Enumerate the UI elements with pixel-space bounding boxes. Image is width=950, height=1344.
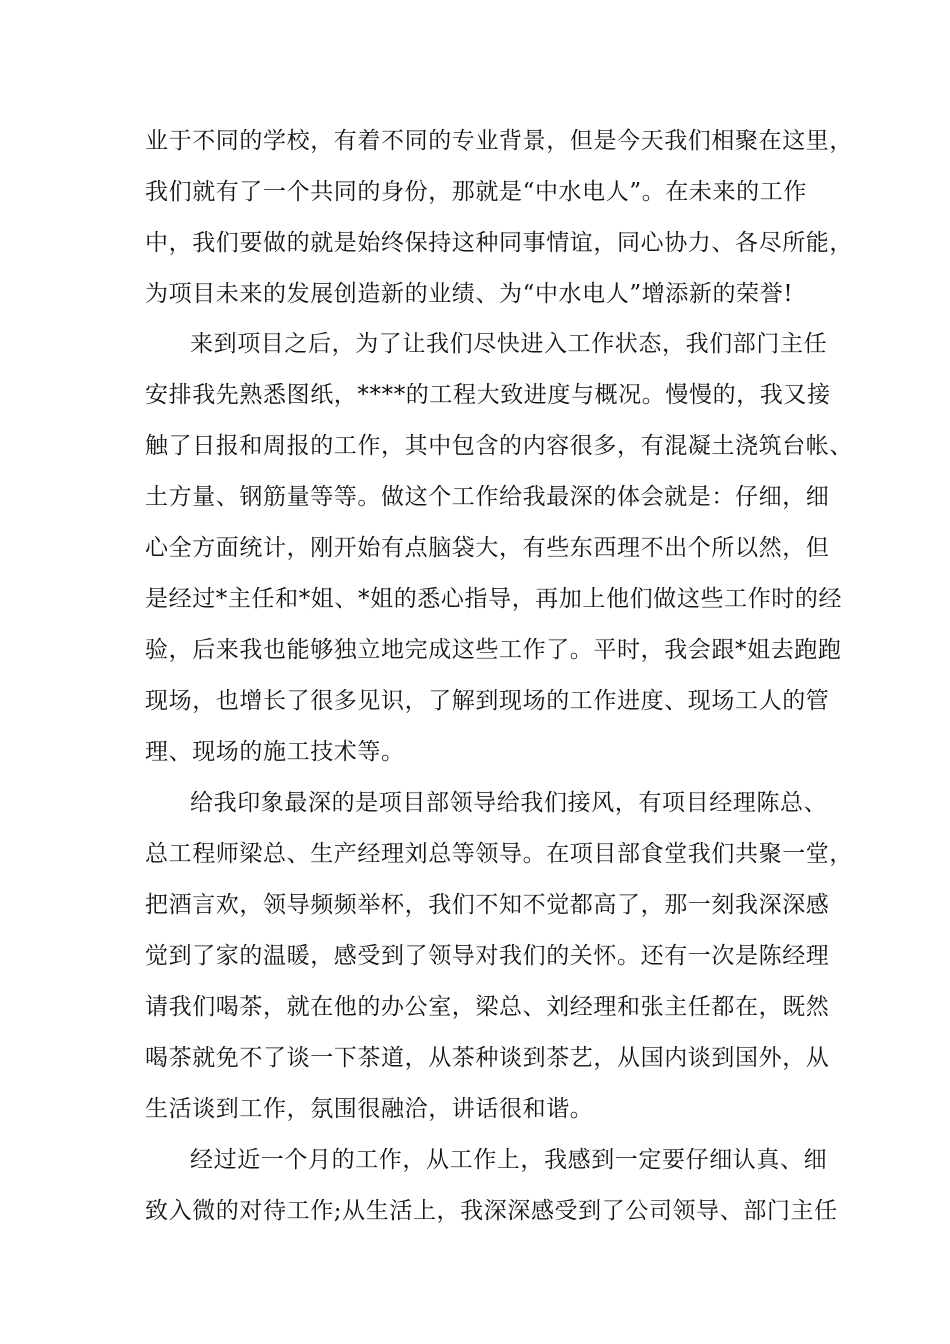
text-line: 喝茶就免不了谈一下茶道，从茶种谈到茶艺，从国内谈到国外，从 — [145, 1045, 830, 1071]
text-line: 安排我先熟悉图纸，****的工程大致进度与概况。慢慢的，我又接 — [145, 382, 831, 408]
text-line: 验，后来我也能够独立地完成这些工作了。平时，我会跟*姐去跑跑 — [145, 637, 842, 663]
paragraph-first-line: 来到项目之后，为了让我们尽快进入工作状态，我们部门主任 — [190, 331, 828, 357]
text-line: 总工程师梁总、生产经理刘总等领导。在项目部食堂我们共聚一堂， — [145, 841, 853, 867]
paragraph-first-line: 给我印象最深的是项目部领导给我们接风，有项目经理陈总、 — [190, 790, 828, 816]
text-line: 土方量、钢筋量等等。做这个工作给我最深的体会就是：仔细，细 — [145, 484, 830, 510]
text-line: 是经过*主任和*姐、*姐的悉心指导，再加上他们做这些工作时的经 — [145, 586, 843, 612]
text-line: 触了日报和周报的工作，其中包含的内容很多，有混凝土浇筑台帐、 — [145, 433, 853, 459]
text-line: 现场，也增长了很多见识，了解到现场的工作进度、现场工人的管 — [145, 688, 830, 714]
text-line: 心全方面统计，刚开始有点脑袋大，有些东西理不出个所以然，但 — [145, 535, 830, 561]
text-line: 中，我们要做的就是始终保持这种同事情谊，同心协力、各尽所能， — [145, 230, 853, 256]
text-line: 生活谈到工作，氛围很融洽，讲话很和谐。 — [145, 1096, 594, 1122]
text-line: 致入微的对待工作;从生活上，我深深感受到了公司领导、部门主任 — [145, 1198, 838, 1224]
text-line: 把酒言欢，领导频频举杯，我们不知不觉都高了，那一刻我深深感 — [145, 892, 830, 918]
text-line: 我们就有了一个共同的身份，那就是“中水电人”。在未来的工作 — [145, 179, 807, 205]
paragraph-first-line: 经过近一个月的工作，从工作上，我感到一定要仔细认真、细 — [190, 1147, 828, 1173]
text-line: 理、现场的施工技术等。 — [145, 739, 405, 765]
text-line: 觉到了家的温暖，感受到了领导对我们的关怀。还有一次是陈经理 — [145, 943, 830, 969]
text-line: 请我们喝茶，就在他的办公室，梁总、刘经理和张主任都在，既然 — [145, 994, 830, 1020]
text-line: 为项目未来的发展创造新的业绩、为“中水电人”增添新的荣誉! — [145, 281, 794, 307]
text-line: 业于不同的学校，有着不同的专业背景，但是今天我们相聚在这里， — [145, 128, 853, 154]
